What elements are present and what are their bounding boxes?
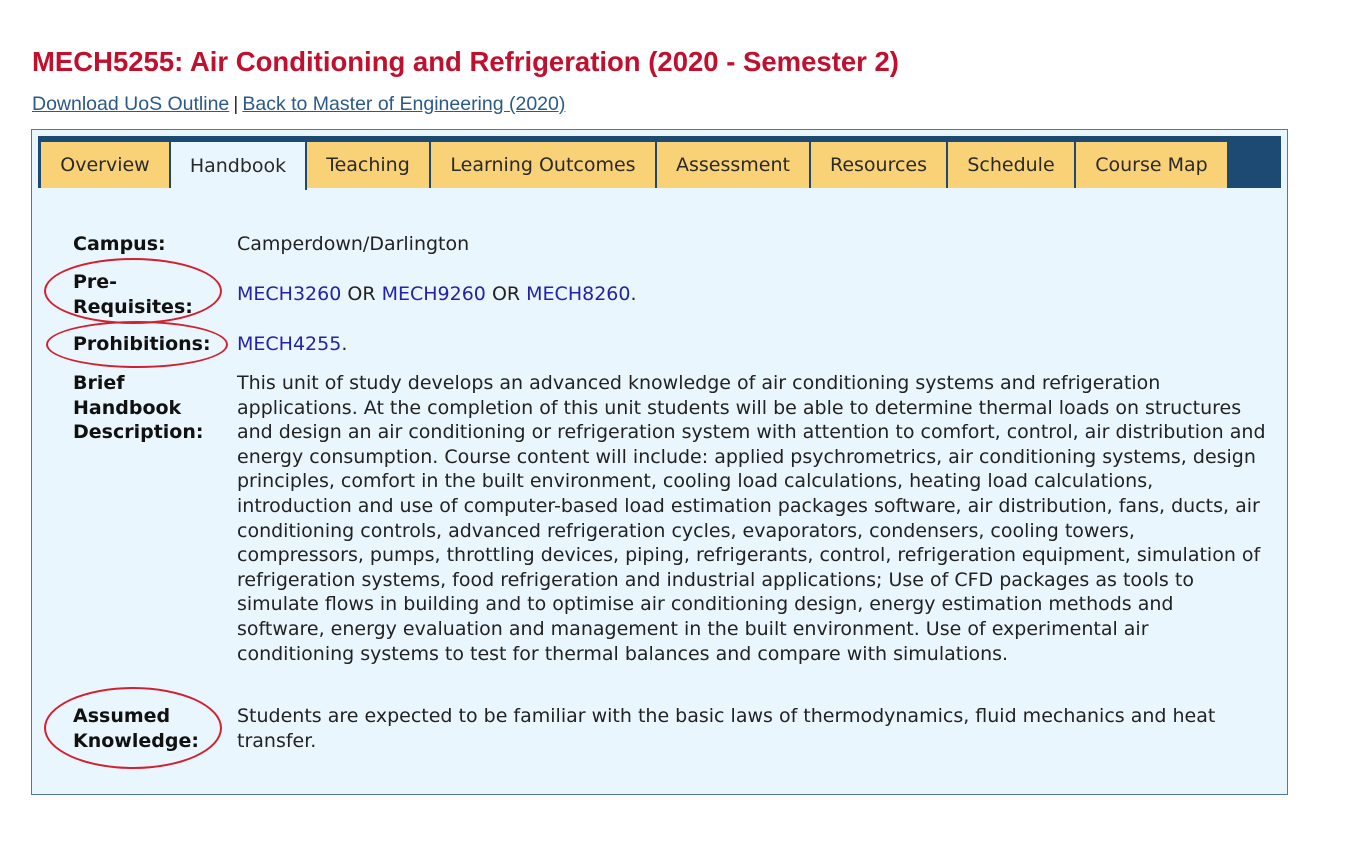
prereq-course-link[interactable]: MECH3260 (237, 283, 342, 305)
prerequisites-label: Pre-Requisites: (73, 271, 193, 318)
prohibitions-value (237, 332, 1267, 357)
page-title: MECH5255: Air Conditioning and Refrigeration (2020 - Semester 2) (32, 46, 899, 77)
assumed-knowledge-text: Students are expected to be familiar with the basic laws of thermodynamics, fluid mechanics and heat transfer. (237, 705, 1216, 752)
prohibition-end: . (341, 333, 348, 355)
prereq-joiner: OR (491, 283, 521, 305)
tab-schedule[interactable]: Schedule (948, 142, 1076, 188)
prohibitions-label: Prohibitions: (73, 333, 211, 355)
link-separator: | (233, 93, 239, 115)
header-links (32, 93, 565, 116)
tab-resources[interactable]: Resources (811, 142, 948, 188)
prereq-course-link[interactable]: MECH9260 (381, 283, 486, 305)
handbook-panel (31, 129, 1288, 795)
description-text: This unit of study develops an advanced knowledge of air conditioning systems and refrigeration applications. At the completion of this unit students will be able to determine thermal loads on structures and design an air conditioning or refrigeration system with attention to comfort, control, air distribution and energy consumption. Course content will include: applied psychrometrics, air conditioning systems, design principles, comfort in the built environment, cooling load calculations, heating load calculations, introduction and use of computer-based load estimation packages software, air distribution, fans, ducts, air conditioning controls, advanced refrigeration cycles, evaporators, condensers, cooling towers, compressors, pumps, throttling devices, piping, refrigerants, control, refrigeration equipment, simulation of refrigeration systems, food refrigeration and industrial applications; Use of CFD packages as tools to simulate flows in building and to optimise air conditioning design, energy estimation methods and software, energy evaluation and management in the built environment. Use of experimental air conditioning systems to test for thermal balances and compare with simulations. (237, 372, 1266, 665)
campus-value: Camperdown/Darlington (237, 233, 470, 255)
prereq-course-link[interactable]: MECH8260 (526, 283, 631, 305)
prohibition-course-link[interactable]: MECH4255 (237, 333, 342, 355)
prereq-end: . (630, 283, 637, 305)
tab-handbook[interactable]: Handbook (171, 142, 307, 190)
download-outline-link[interactable]: Download UoS Outline (32, 93, 230, 115)
tab-teaching[interactable]: Teaching (307, 142, 431, 188)
prereq-joiner: OR (347, 283, 376, 305)
tab-overview[interactable]: Overview (41, 142, 171, 188)
tab-learning-outcomes[interactable]: Learning Outcomes (431, 142, 657, 188)
tab-course-map[interactable]: Course Map (1076, 142, 1227, 188)
back-to-program-link[interactable]: Back to Master of Engineering (2020) (242, 93, 566, 115)
tab-bar (38, 136, 1281, 188)
campus-label: Campus: (73, 233, 166, 255)
description-label: Brief Handbook Description: (73, 372, 204, 444)
prerequisites-value (237, 282, 1267, 307)
tab-assessment[interactable]: Assessment (657, 142, 811, 188)
assumed-knowledge-label: Assumed Knowledge: (73, 705, 199, 752)
